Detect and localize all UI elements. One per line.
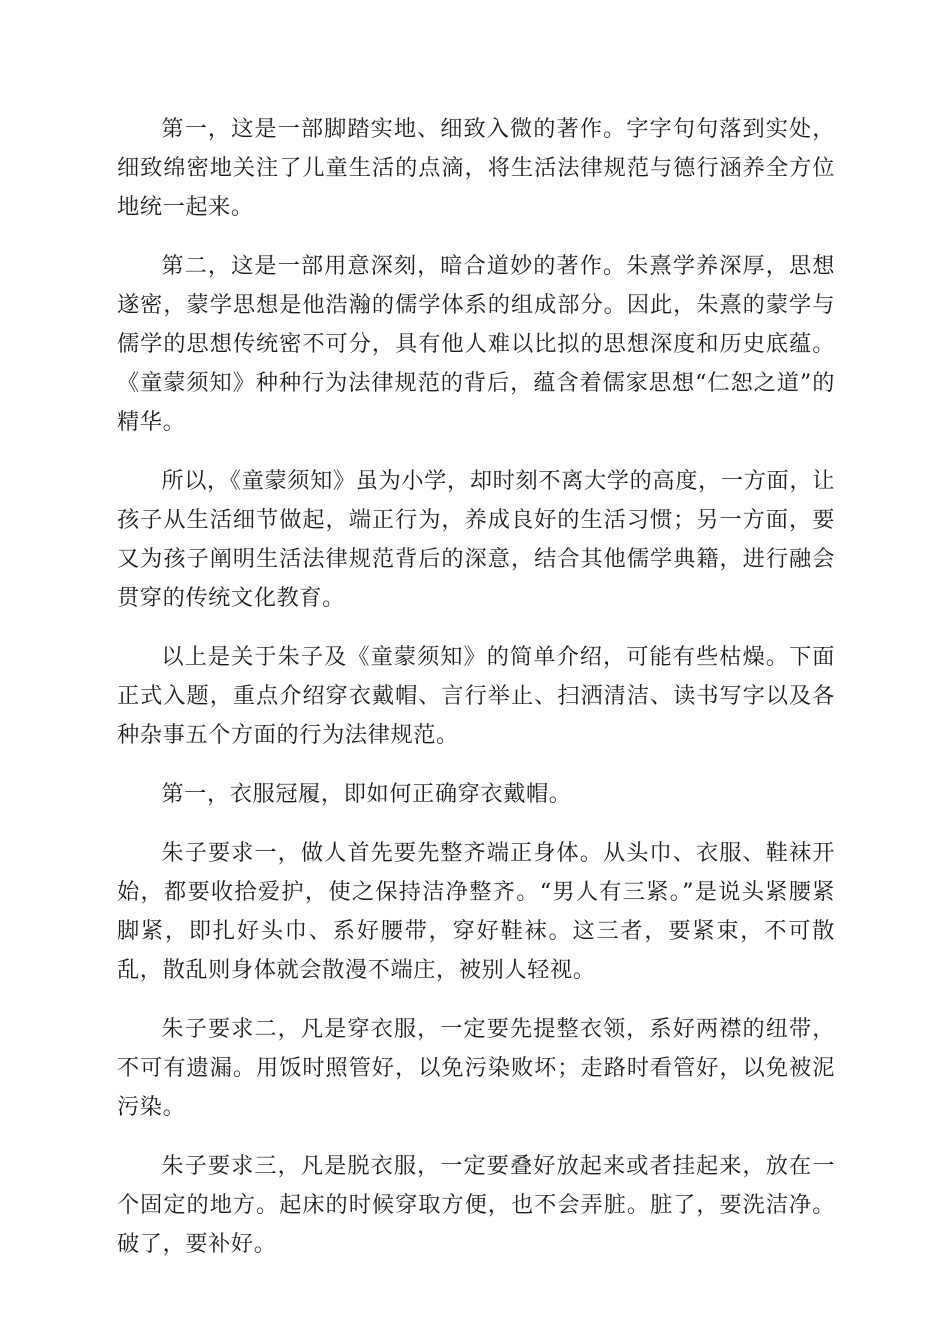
paragraph-2: 第二，这是一部用意深刻，暗合道妙的著作。朱熹学养深厚，思想遂密，蒙学思想是他浩瀚的儒学体系的组成部分。因此，朱熹的蒙学与儒学的思想传统密不可分，具有他人难以比拟的思想深度和历史底蕴。《童蒙须知》种种行为法律规范的背后，蕴含着儒家思想“仁恕之道”的精华。 bbox=[117, 253, 835, 435]
paragraph-1: 第一，这是一部脚踏实地、细致入微的著作。字字句句落到实处，细致绵密地关注了儿童生活的点滴，将生活法律规范与德行涵养全方位地统一起来。 bbox=[117, 116, 835, 220]
document-body bbox=[117, 110, 835, 1284]
paragraph-5: 第一，衣服冠履，即如何正确穿衣戴帽。 bbox=[161, 781, 572, 807]
paragraph-8: 朱子要求三，凡是脱衣服，一定要叠好放起来或者挂起来，放在一个固定的地方。起床的时候穿取方便，也不会弄脏。脏了，要洗洁净。破了，要补好。 bbox=[117, 1153, 835, 1257]
paragraph-6: 朱子要求一，做人首先要先整齐端正身体。从头巾、衣服、鞋袜开始，都要收拾爱护，使之保持洁净整齐。“男人有三紧。”是说头紧腰紧脚紧，即扎好头巾、系好腰带，穿好鞋袜。这三者，要紧束，不可散乱，散乱则身体就会散漫不端庄，被别人轻视。 bbox=[117, 840, 835, 983]
paragraph-7: 朱子要求二，凡是穿衣服，一定要先提整衣领，系好两襟的纽带，不可有遗漏。用饭时照管好，以免污染败坏；走路时看管好，以免被泥污染。 bbox=[117, 1016, 835, 1120]
paragraph-4: 以上是关于朱子及《童蒙须知》的简单介绍，可能有些枯燥。下面正式入题，重点介绍穿衣戴帽、言行举止、扫洒清洁、读书写字以及各种杂事五个方面的行为法律规范。 bbox=[117, 644, 835, 748]
paragraph-3: 所以，《童蒙须知》虽为小学，却时刻不离大学的高度，一方面，让孩子从生活细节做起，端正行为，养成良好的生活习惯；另一方面，要又为孩子阐明生活法律规范背后的深意，结合其他儒学典籍，进行融会贯穿的传统文化教育。 bbox=[117, 468, 835, 611]
